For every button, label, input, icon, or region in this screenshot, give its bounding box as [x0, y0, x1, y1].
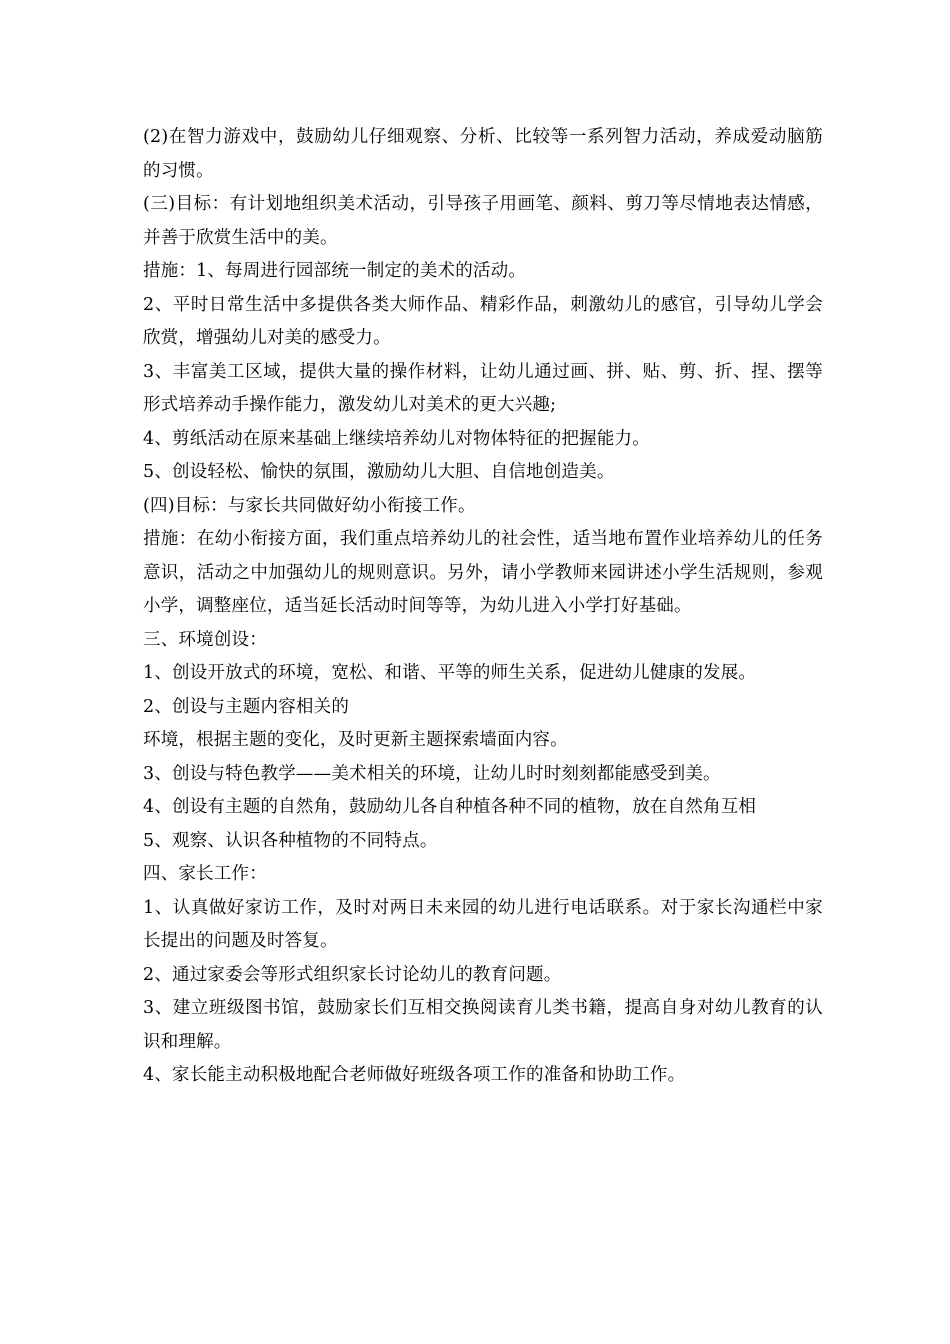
paragraph-observe-plants: 5、观察、认识各种植物的不同特点。 — [143, 830, 438, 851]
paragraph-transition-measures: 措施：在幼小衔接方面，我们重点培养幼儿的社会性，适当地布置作业培养幼儿的任务意识，活动之中加强幼儿的规则意识。另外，请小学教师来园讲述小学生活规则，参观小学，调整座位，适当延长活动时间等等，为幼儿进入小学打好基础。 — [143, 529, 823, 616]
paragraph-open-environment: 1、创设开放式的环境，宽松、和谐、平等的师生关系，促进幼儿健康的发展。 — [143, 663, 757, 683]
heading-parent-work: 四、家长工作： — [143, 864, 267, 884]
paragraph-intellect-games: (2)在智力游戏中，鼓励幼儿仔细观察、分析、比较等一系列智力活动，养成爱动脑筋的习惯。 — [143, 127, 823, 181]
paragraph-measure-weekly-art: 措施：1、每周进行园部统一制定的美术的活动。 — [143, 261, 527, 281]
paragraph-class-library: 3、建立班级图书馆，鼓励家长们互相交换阅读育儿类书籍，提高自身对幼儿教育的认识和理解。 — [143, 998, 823, 1052]
paragraph-master-works: 2、平时日常生活中多提供各类大师作品、精彩作品，刺激幼儿的感官，引导幼儿学会欣赏，增强幼儿对美的感受力。 — [143, 294, 823, 348]
heading-environment-creation: 三、环境创设： — [143, 629, 267, 650]
paragraph-relaxed-atmosphere: 5、创设轻松、愉快的氛围，激励幼儿大胆、自信地创造美。 — [143, 462, 615, 482]
paragraph-art-environment: 3、创设与特色教学——美术相关的环境，让幼儿时时刻刻都能感受到美。 — [143, 763, 721, 784]
paragraph-paper-cutting: 4、剪纸活动在原来基础上继续培养幼儿对物体特征的把握能力。 — [143, 428, 650, 449]
paragraph-home-visits: 1、认真做好家访工作，及时对两日未来园的幼儿进行电话联系。对于家长沟通栏中家长提出的问题及时答复。 — [143, 897, 823, 951]
paragraph-theme-wall: 环境，根据主题的变化，及时更新主题探索墙面内容。 — [143, 730, 568, 750]
paragraph-goal-three-art: (三)目标：有计划地组织美术活动，引导孩子用画笔、颜料、剪刀等尽情地表达情感，并善于欣赏生活中的美。 — [143, 194, 823, 248]
paragraph-goal-four-transition: (四)目标：与家长共同做好幼小衔接工作。 — [143, 495, 476, 516]
paragraph-parent-cooperation: 4、家长能主动积极地配合老师做好班级各项工作的准备和协助工作。 — [143, 1065, 686, 1085]
paragraph-art-area: 3、丰富美工区域，提供大量的操作材料，让幼儿通过画、拼、贴、剪、折、捏、摆等形式培养动手操作能力，激发幼儿对美术的更大兴趣; — [143, 361, 823, 415]
paragraph-nature-corner: 4、创设有主题的自然角，鼓励幼儿各自种植各种不同的植物，放在自然角互相 — [143, 797, 757, 817]
document-body — [143, 121, 823, 1093]
paragraph-theme-related: 2、创设与主题内容相关的 — [143, 696, 350, 717]
paragraph-parent-committee: 2、通过家委会等形式组织家长讨论幼儿的教育问题。 — [143, 964, 562, 985]
